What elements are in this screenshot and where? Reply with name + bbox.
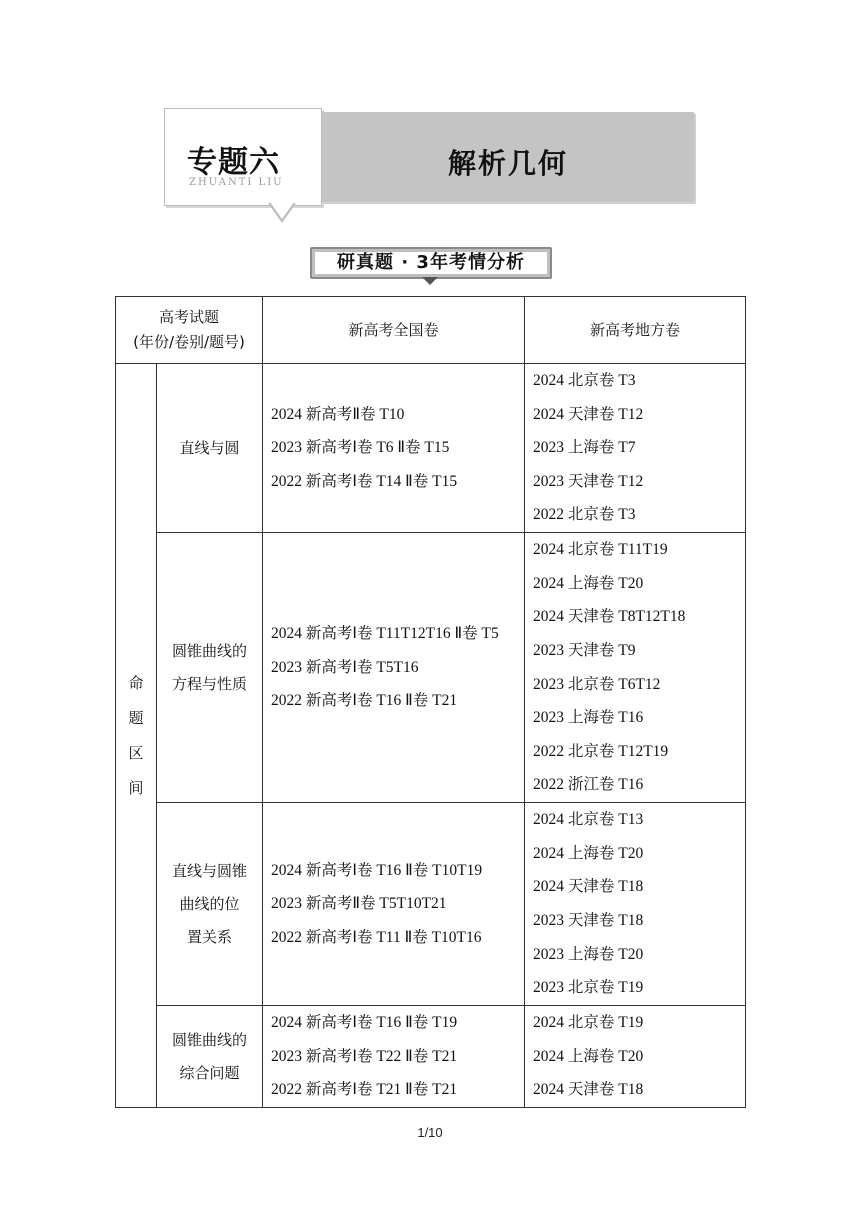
chapter-box <box>164 108 322 206</box>
topic-box <box>322 112 694 202</box>
table-row <box>116 364 746 533</box>
local-cell: 2024 北京卷 T19 2024 上海卷 T20 2024 天津卷 T18 <box>525 1006 746 1108</box>
category-cell: 直线与圆 <box>157 364 263 533</box>
side-label: 命 题 区 间 <box>116 364 157 1108</box>
section-tag-arrow <box>422 277 438 285</box>
exam-analysis-table <box>115 296 746 1108</box>
local-cell: 2024 北京卷 T13 2024 上海卷 T20 2024 天津卷 T18 2023 天津卷 T18 2023 上海卷 T20 2023 北京卷 T19 <box>525 803 746 1006</box>
category-cell: 圆锥曲线的 方程与性质 <box>157 533 263 803</box>
header-cell-local: 新高考地方卷 <box>525 297 746 364</box>
header-cell-national: 新高考全国卷 <box>263 297 525 364</box>
national-cell: 2024 新高考Ⅰ卷 T16 Ⅱ卷 T10T19 2023 新高考Ⅱ卷 T5T10T21 2022 新高考Ⅰ卷 T11 Ⅱ卷 T10T16 <box>263 803 525 1006</box>
national-cell: 2024 新高考Ⅰ卷 T11T12T16 Ⅱ卷 T5 2023 新高考Ⅰ卷 T5T16 2022 新高考Ⅰ卷 T16 Ⅱ卷 T21 <box>263 533 525 803</box>
table-row <box>116 803 746 1006</box>
page-number: 1/10 <box>417 1125 443 1140</box>
section-tag-label: 研真题 · 3年考情分析 <box>315 252 547 274</box>
category-cell: 直线与圆锥 曲线的位 置关系 <box>157 803 263 1006</box>
table-row <box>116 533 746 803</box>
section-tag <box>310 247 552 279</box>
chapter-pinyin: ZHUANTI LIU <box>189 177 284 188</box>
national-cell: 2024 新高考Ⅱ卷 T10 2023 新高考Ⅰ卷 T6 Ⅱ卷 T15 2022 新高考Ⅰ卷 T14 Ⅱ卷 T15 <box>263 364 525 533</box>
table-row <box>116 1006 746 1108</box>
header-cell-exam: 高考试题 (年份/卷别/题号) <box>116 297 263 364</box>
national-cell: 2024 新高考Ⅰ卷 T16 Ⅱ卷 T19 2023 新高考Ⅰ卷 T22 Ⅱ卷 T21 2022 新高考Ⅰ卷 T21 Ⅱ卷 T21 <box>263 1006 525 1108</box>
chapter-banner <box>164 108 696 206</box>
local-cell: 2024 北京卷 T3 2024 天津卷 T12 2023 上海卷 T7 2023 天津卷 T12 2022 北京卷 T3 <box>525 364 746 533</box>
local-cell: 2024 北京卷 T11T19 2024 上海卷 T20 2024 天津卷 T8T12T18 2023 天津卷 T9 2023 北京卷 T6T12 2023 上海卷 T16 2022 北京卷 T12T19 2022 浙江卷 T16 <box>525 533 746 803</box>
category-cell: 圆锥曲线的 综合问题 <box>157 1006 263 1108</box>
table-header-row <box>116 297 746 364</box>
topic-title: 解析几何 <box>447 147 568 180</box>
chapter-title: 专题六 <box>187 145 280 180</box>
